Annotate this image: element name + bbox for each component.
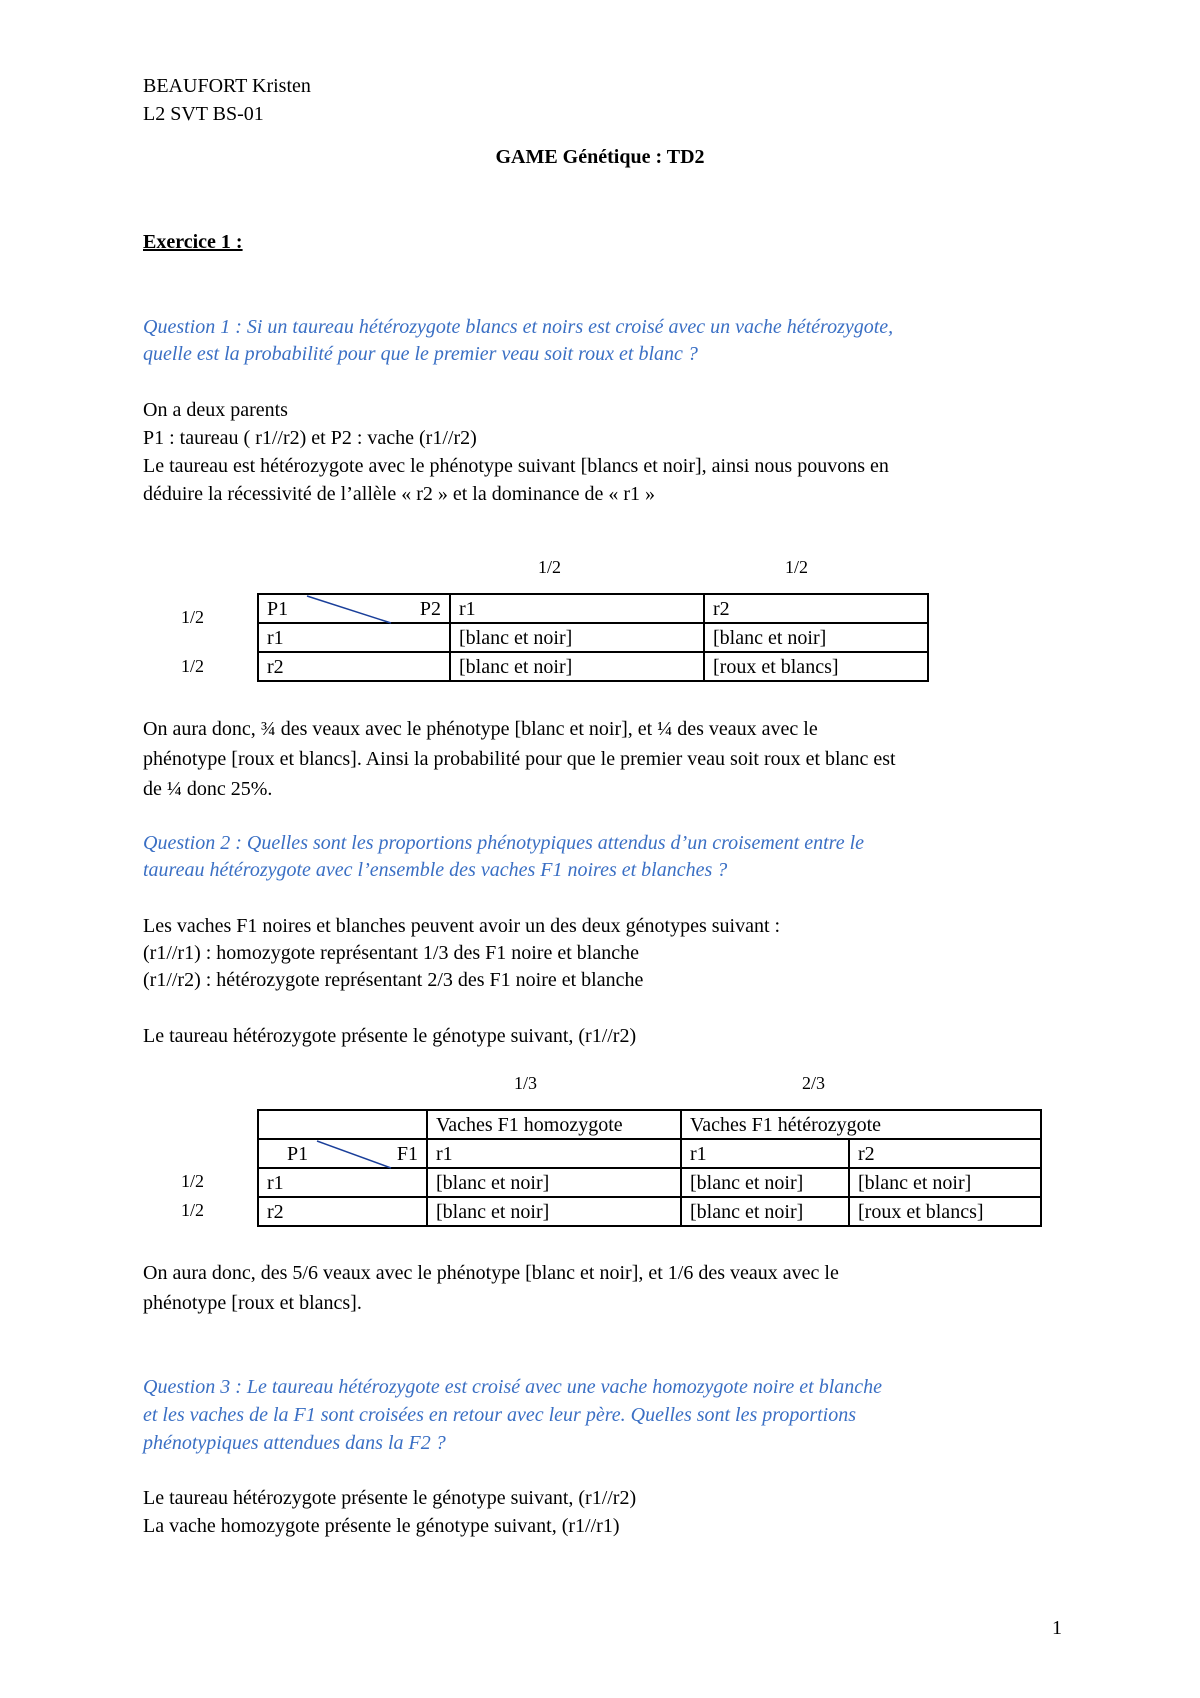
row-probability: 1/2	[181, 607, 205, 627]
column-header: r1	[681, 1139, 849, 1168]
paragraph-line: phénotype [roux et blancs]. Ainsi la probabilité pour que le premier veau soit roux et blanc est	[143, 748, 896, 770]
table-row	[258, 594, 928, 623]
punnett-table-1	[257, 593, 929, 682]
table-row	[258, 1139, 1041, 1168]
paragraph-line: Le taureau est hétérozygote avec le phénotype suivant [blancs et noir], ainsi nous pouvons en	[143, 455, 889, 477]
paragraph-line: La vache homozygote présente le génotype suivant, (r1//r1)	[143, 1515, 620, 1537]
column-probability: 1/2	[785, 557, 809, 577]
corner-right-label: F1	[396, 1142, 418, 1165]
paragraph-line: (r1//r1) : homozygote représentant 1/3 des F1 noire et blanche	[143, 942, 639, 964]
page-number: 1	[1052, 1617, 1062, 1639]
question-3-line-2: et les vaches de la F1 sont croisées en retour avec leur père. Quelles sont les proportions	[143, 1404, 856, 1426]
paragraph-line: de ¼ donc 25%.	[143, 778, 273, 800]
table-cell: [blanc et noir]	[427, 1197, 681, 1226]
column-header: r2	[704, 594, 928, 623]
paragraph-line: phénotype [roux et blancs].	[143, 1292, 362, 1314]
row-probability: 1/2	[181, 1200, 205, 1220]
paragraph-line: P1 : taureau ( r1//r2) et P2 : vache (r1//r2)	[143, 427, 477, 449]
question-2-line-2: taureau hétérozygote avec l’ensemble des vaches F1 noires et blanches ?	[143, 859, 728, 881]
table-cell: [blanc et noir]	[427, 1168, 681, 1197]
paragraph-line: On a deux parents	[143, 399, 288, 421]
paragraph-line: On aura donc, ¾ des veaux avec le phénotype [blanc et noir], et ¼ des veaux avec le	[143, 718, 818, 740]
paragraph-line: (r1//r2) : hétérozygote représentant 2/3 des F1 noire et blanche	[143, 969, 644, 991]
table-cell: [roux et blancs]	[849, 1197, 1041, 1226]
corner-left-label: P1	[267, 597, 289, 620]
row-header: r2	[258, 1197, 427, 1226]
table-cell: [blanc et noir]	[704, 623, 928, 652]
row-probability: 1/2	[181, 656, 205, 676]
table-row	[258, 1168, 1041, 1197]
punnett-table-2	[257, 1109, 1042, 1227]
row-header: r1	[258, 623, 450, 652]
corner-cell	[258, 594, 450, 623]
class-code: L2 SVT BS-01	[143, 103, 264, 125]
table-cell: [blanc et noir]	[450, 652, 704, 681]
question-3-line-3: phénotypiques attendues dans la F2 ?	[143, 1432, 446, 1454]
column-probability: 1/3	[514, 1073, 538, 1093]
table-row	[258, 1197, 1041, 1226]
group-header: Vaches F1 hétérozygote	[681, 1110, 1041, 1139]
column-header: r1	[450, 594, 704, 623]
group-header: Vaches F1 homozygote	[427, 1110, 681, 1139]
column-probability: 1/2	[538, 557, 562, 577]
table-cell: [blanc et noir]	[681, 1168, 849, 1197]
table-row	[258, 623, 928, 652]
table-row	[258, 652, 928, 681]
paragraph-line: Les vaches F1 noires et blanches peuvent avoir un des deux génotypes suivant :	[143, 915, 781, 937]
question-2-line-1: Question 2 : Quelles sont les proportions phénotypiques attendus d’un croisement entre le	[143, 832, 865, 854]
question-1-line-1: Question 1 : Si un taureau hétérozygote blancs et noirs est croisé avec un vache hétérozygote,	[143, 316, 894, 338]
page-title: GAME Génétique : TD2	[495, 146, 705, 168]
paragraph-line: déduire la récessivité de l’allèle « r2 » et la dominance de « r1 »	[143, 483, 656, 505]
empty-cell	[258, 1110, 427, 1139]
table-cell: [blanc et noir]	[681, 1197, 849, 1226]
table-cell: [roux et blancs]	[704, 652, 928, 681]
row-probability: 1/2	[181, 1171, 205, 1191]
row-header: r2	[258, 652, 450, 681]
corner-left-label: P1	[287, 1142, 309, 1165]
author-name: BEAUFORT Kristen	[143, 75, 311, 97]
table-cell: [blanc et noir]	[849, 1168, 1041, 1197]
corner-right-label: P2	[419, 597, 441, 620]
exercise-heading: Exercice 1 :	[143, 231, 243, 253]
column-header: r1	[427, 1139, 681, 1168]
paragraph-line: Le taureau hétérozygote présente le génotype suivant, (r1//r2)	[143, 1487, 637, 1509]
row-header: r1	[258, 1168, 427, 1197]
paragraph-line: Le taureau hétérozygote présente le génotype suivant, (r1//r2)	[143, 1025, 637, 1047]
paragraph-line: On aura donc, des 5/6 veaux avec le phénotype [blanc et noir], et 1/6 des veaux avec le	[143, 1262, 839, 1284]
table-cell: [blanc et noir]	[450, 623, 704, 652]
question-1-line-2: quelle est la probabilité pour que le premier veau soit roux et blanc ?	[143, 343, 698, 365]
column-probability: 2/3	[802, 1073, 826, 1093]
table-row	[258, 1110, 1041, 1139]
column-header: r2	[849, 1139, 1041, 1168]
question-3-line-1: Question 3 : Le taureau hétérozygote est croisé avec une vache homozygote noire et blanche	[143, 1376, 883, 1398]
corner-cell	[258, 1139, 427, 1168]
